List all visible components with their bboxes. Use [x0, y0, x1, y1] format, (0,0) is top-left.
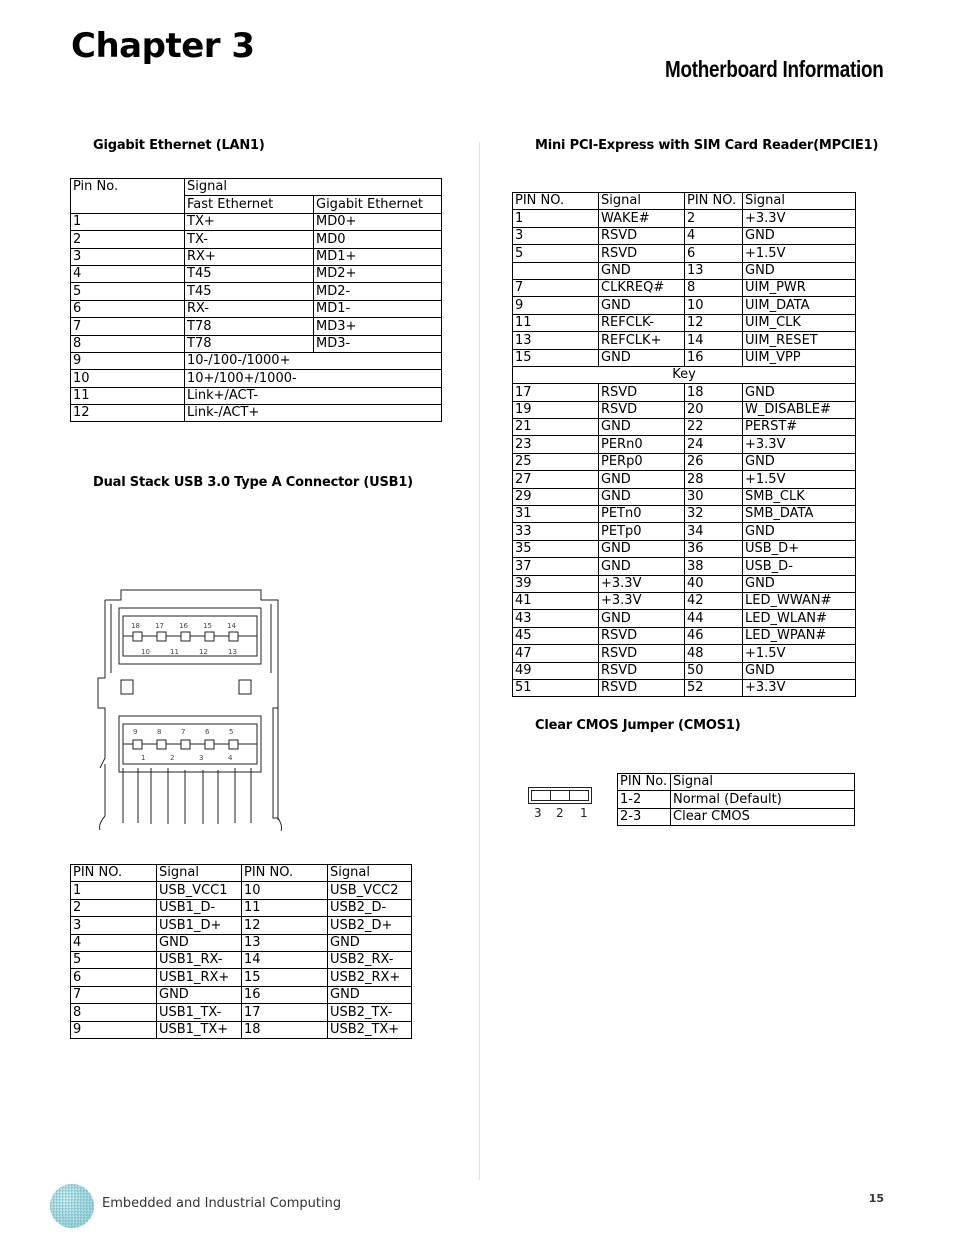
pin-cell: 9: [513, 297, 599, 314]
pin-cell: 52: [685, 679, 743, 696]
usb-pin-number: 8: [157, 728, 162, 736]
signal-cell: GND: [743, 384, 856, 401]
usb-pin-number: 15: [203, 622, 212, 630]
signal-cell: GND: [599, 262, 685, 279]
signal-cell: UIM_RESET: [743, 332, 856, 349]
table-row: [513, 679, 856, 696]
lan-header-giga: Gigabit Ethernet: [314, 196, 442, 213]
pin-cell: 3: [71, 248, 185, 265]
table-row: [71, 1004, 412, 1021]
signal-cell: PERp0: [599, 453, 685, 470]
table-row: [71, 934, 412, 951]
signal-cell: USB2_RX+: [328, 969, 412, 986]
pin-cell: 13: [513, 332, 599, 349]
gigabit-ethernet-cell: MD2-: [314, 283, 442, 300]
table-row: [71, 352, 442, 369]
footer-text: Embedded and Industrial Computing: [102, 1196, 342, 1211]
table-row: [71, 882, 412, 899]
pin-cell: 22: [685, 419, 743, 436]
pin-cell: 36: [685, 540, 743, 557]
pin-cell: 11: [71, 387, 185, 404]
pin-cell: 2: [71, 899, 157, 916]
table-row: [71, 213, 442, 230]
pin-cell: 9: [71, 1021, 157, 1038]
gigabit-ethernet-cell: MD0+: [314, 213, 442, 230]
usb-pin-number: 14: [227, 622, 236, 630]
signal-cell: +3.3V: [743, 436, 856, 453]
usb-header-cell: Signal: [157, 865, 242, 882]
signal-cell: REFCLK+: [599, 332, 685, 349]
table-row: [71, 917, 412, 934]
pin-cell: 41: [513, 592, 599, 609]
mpcie-header-cell: PIN NO.: [685, 193, 743, 210]
signal-cell: PERST#: [743, 419, 856, 436]
pin-cell: 35: [513, 540, 599, 557]
usb-pin-number: 1: [141, 754, 146, 762]
pin-cell: 8: [71, 1004, 157, 1021]
pin-cell: 29: [513, 488, 599, 505]
usb-pin-number: 9: [133, 728, 138, 736]
signal-cell: USB1_D+: [157, 917, 242, 934]
table-row: [71, 1021, 412, 1038]
table-row: [71, 370, 442, 387]
chapter-title: Chapter 3: [71, 26, 255, 66]
table-row: [71, 179, 442, 196]
signal-cell: +1.5V: [743, 245, 856, 262]
signal-cell: USB2_TX+: [328, 1021, 412, 1038]
pin-cell: 16: [242, 986, 328, 1003]
pin-cell: 24: [685, 436, 743, 453]
table-row: [513, 366, 856, 383]
pin-cell: 39: [513, 575, 599, 592]
table-row: [618, 774, 855, 791]
usb-pin-number: 18: [131, 622, 140, 630]
pin-cell: 14: [242, 951, 328, 968]
column-divider: [479, 142, 480, 1180]
table-row: [513, 332, 856, 349]
signal-cell: CLKREQ#: [599, 279, 685, 296]
pin-cell: 2: [71, 231, 185, 248]
mpcie-title: Mini PCI-Express with SIM Card Reader(MPCIE1): [535, 138, 879, 153]
pin-cell: 1: [71, 213, 185, 230]
pin-cell: 1: [71, 882, 157, 899]
pin-cell: 17: [513, 384, 599, 401]
table-row: [71, 231, 442, 248]
signal-cell: USB2_D+: [328, 917, 412, 934]
usb-contact: [205, 740, 214, 749]
usb-pin-number: 11: [170, 648, 179, 656]
pin-cell: 4: [685, 227, 743, 244]
signal-cell: USB2_D-: [328, 899, 412, 916]
cmos-header-cell: PIN No.: [618, 774, 671, 791]
pin-cell: 38: [685, 558, 743, 575]
signal-cell: LED_WPAN#: [743, 627, 856, 644]
signal-cell: +3.3V: [599, 592, 685, 609]
usb-contact: [181, 632, 190, 641]
table-row: [513, 575, 856, 592]
signal-cell: PERn0: [599, 436, 685, 453]
table-row: [513, 193, 856, 210]
table-row: [71, 986, 412, 1003]
signal-cell: USB_VCC2: [328, 882, 412, 899]
pin-cell: 34: [685, 523, 743, 540]
table-row: [513, 436, 856, 453]
table-row: [513, 471, 856, 488]
pin-cell: 13: [685, 262, 743, 279]
pin-cell: 5: [513, 245, 599, 262]
signal-cell: RSVD: [599, 627, 685, 644]
table-row: [71, 865, 412, 882]
mpcie-header-cell: Signal: [743, 193, 856, 210]
table-row: [71, 300, 442, 317]
usb-header-cell: PIN NO.: [242, 865, 328, 882]
table-row: [513, 384, 856, 401]
signal-cell: GND: [743, 227, 856, 244]
pin-cell: 5: [71, 951, 157, 968]
fast-ethernet-cell: T78: [185, 318, 314, 335]
pin-cell: 15: [242, 969, 328, 986]
pin-cell: 47: [513, 645, 599, 662]
pin-cell: 40: [685, 575, 743, 592]
section-subtitle: Motherboard Information: [665, 56, 884, 82]
pin-cell: 14: [685, 332, 743, 349]
gigabit-ethernet-cell: MD3-: [314, 335, 442, 352]
fast-ethernet-cell: RX+: [185, 248, 314, 265]
signal-cell: GND: [743, 575, 856, 592]
table-row: [513, 401, 856, 418]
jumper-label: 1: [580, 806, 588, 820]
signal-cell: UIM_PWR: [743, 279, 856, 296]
table-row: [71, 318, 442, 335]
pin-cell: 11: [513, 314, 599, 331]
pin-cell: 28: [685, 471, 743, 488]
pin-cell: 31: [513, 506, 599, 523]
signal-cell: UIM_VPP: [743, 349, 856, 366]
fast-ethernet-cell: T78: [185, 335, 314, 352]
pin-cell: 8: [71, 335, 185, 352]
pin-cell: 8: [685, 279, 743, 296]
usb-contact: [229, 632, 238, 641]
signal-cell: RSVD: [599, 245, 685, 262]
pin-cell: 7: [71, 318, 185, 335]
fast-ethernet-cell: TX-: [185, 231, 314, 248]
pin-cell: 48: [685, 645, 743, 662]
pin-cell: 12: [242, 917, 328, 934]
table-row: [513, 558, 856, 575]
signal-cell: GND: [743, 523, 856, 540]
usb-contact: [133, 632, 142, 641]
signal-cell: GND: [743, 262, 856, 279]
pin-cell: 51: [513, 679, 599, 696]
page-number: 15: [868, 1192, 884, 1205]
signal-cell: RSVD: [599, 401, 685, 418]
signal-cell: +3.3V: [743, 679, 856, 696]
signal-cell: UIM_DATA: [743, 297, 856, 314]
signal-cell: GND: [328, 934, 412, 951]
fast-ethernet-cell: T45: [185, 265, 314, 282]
usb-connector-drawing: [93, 588, 288, 834]
pin-cell: 6: [685, 245, 743, 262]
usb-contact: [133, 740, 142, 749]
signal-cell: Link-/ACT+: [185, 405, 442, 422]
pin-cell: 23: [513, 436, 599, 453]
signal-cell: RSVD: [599, 662, 685, 679]
pin-cell: 2-3: [618, 808, 671, 825]
pin-cell: 6: [71, 969, 157, 986]
usb-title: Dual Stack USB 3.0 Type A Connector (USB1): [93, 475, 413, 490]
signal-cell: PETp0: [599, 523, 685, 540]
pin-cell: 16: [685, 349, 743, 366]
signal-cell: GND: [599, 349, 685, 366]
signal-cell: W_DISABLE#: [743, 401, 856, 418]
fast-ethernet-cell: RX-: [185, 300, 314, 317]
signal-cell: SMB_DATA: [743, 506, 856, 523]
table-row: [513, 488, 856, 505]
signal-cell: USB1_TX-: [157, 1004, 242, 1021]
signal-cell: GND: [599, 488, 685, 505]
pin-cell: 33: [513, 523, 599, 540]
table-row: [513, 645, 856, 662]
pin-cell: 45: [513, 627, 599, 644]
pin-cell: 9: [71, 352, 185, 369]
signal-cell: GND: [157, 934, 242, 951]
table-row: [513, 610, 856, 627]
fast-ethernet-cell: T45: [185, 283, 314, 300]
table-row: [71, 283, 442, 300]
signal-cell: USB2_TX-: [328, 1004, 412, 1021]
usb-pin-number: 12: [199, 648, 208, 656]
signal-cell: USB_VCC1: [157, 882, 242, 899]
key-cell: Key: [513, 366, 856, 383]
table-row: [71, 387, 442, 404]
cmos-table: [617, 773, 855, 826]
gigabit-ethernet-cell: MD1-: [314, 300, 442, 317]
table-row: [618, 791, 855, 808]
pin-cell: 44: [685, 610, 743, 627]
signal-cell: LED_WWAN#: [743, 592, 856, 609]
pin-cell: 32: [685, 506, 743, 523]
table-row: [71, 265, 442, 282]
signal-cell: USB_D-: [743, 558, 856, 575]
signal-cell: LED_WLAN#: [743, 610, 856, 627]
cmos-title: Clear CMOS Jumper (CMOS1): [535, 718, 741, 733]
pin-cell: 50: [685, 662, 743, 679]
usb-pin-number: 7: [181, 728, 186, 736]
signal-cell: 10+/100+/1000-: [185, 370, 442, 387]
usb-contact: [181, 740, 190, 749]
signal-cell: GND: [599, 297, 685, 314]
usb-table: [70, 864, 412, 1039]
mpcie-header-cell: PIN NO.: [513, 193, 599, 210]
jumper-label: 2: [556, 806, 564, 820]
pin-cell: 17: [242, 1004, 328, 1021]
usb-pin-number: 10: [141, 648, 150, 656]
table-row: [513, 540, 856, 557]
pin-cell: 15: [513, 349, 599, 366]
signal-cell: REFCLK-: [599, 314, 685, 331]
pin-cell: 6: [71, 300, 185, 317]
signal-cell: Link+/ACT-: [185, 387, 442, 404]
usb-contact: [157, 632, 166, 641]
signal-cell: USB1_RX-: [157, 951, 242, 968]
table-row: [71, 951, 412, 968]
lan-title: Gigabit Ethernet (LAN1): [93, 138, 265, 153]
cmos-jumper-drawing: [528, 786, 592, 822]
signal-cell: USB2_RX-: [328, 951, 412, 968]
fast-ethernet-cell: TX+: [185, 213, 314, 230]
signal-cell: 10-/100-/1000+: [185, 352, 442, 369]
pin-cell: 18: [685, 384, 743, 401]
pin-cell: 21: [513, 419, 599, 436]
usb-contact: [205, 632, 214, 641]
mpcie-table: [512, 192, 856, 697]
signal-cell: +3.3V: [743, 210, 856, 227]
signal-cell: GND: [157, 986, 242, 1003]
mpcie-header-cell: Signal: [599, 193, 685, 210]
pin-cell: 3: [71, 917, 157, 934]
table-row: [513, 314, 856, 331]
pin-cell: 37: [513, 558, 599, 575]
lan-header-pin: Pin No.: [71, 179, 185, 214]
pin-cell: 25: [513, 453, 599, 470]
table-row: [513, 419, 856, 436]
usb-pin-number: 5: [229, 728, 234, 736]
table-row: [513, 279, 856, 296]
jumper-label: 3: [534, 806, 542, 820]
pin-cell: 43: [513, 610, 599, 627]
pin-cell: 12: [685, 314, 743, 331]
signal-cell: GND: [599, 540, 685, 557]
usb-pin-number: 2: [170, 754, 175, 762]
usb-header-cell: PIN NO.: [71, 865, 157, 882]
signal-cell: RSVD: [599, 384, 685, 401]
pin-cell: 10: [71, 370, 185, 387]
table-row: [513, 297, 856, 314]
usb-pin-number: 13: [228, 648, 237, 656]
table-row: [513, 506, 856, 523]
gigabit-ethernet-cell: MD1+: [314, 248, 442, 265]
pin-cell: 42: [685, 592, 743, 609]
table-row: [513, 592, 856, 609]
table-row: [71, 405, 442, 422]
table-row: [513, 627, 856, 644]
pin-cell: 20: [685, 401, 743, 418]
pin-cell: 2: [685, 210, 743, 227]
signal-cell: GND: [328, 986, 412, 1003]
lan-table: [70, 178, 442, 422]
pin-cell: 10: [685, 297, 743, 314]
signal-cell: UIM_CLK: [743, 314, 856, 331]
pin-cell: 12: [71, 405, 185, 422]
gigabit-ethernet-cell: MD0: [314, 231, 442, 248]
signal-cell: PETn0: [599, 506, 685, 523]
pin-cell: 4: [71, 265, 185, 282]
pin-cell: 1-2: [618, 791, 671, 808]
table-row: [513, 349, 856, 366]
pin-cell: 7: [513, 279, 599, 296]
signal-cell: USB1_RX+: [157, 969, 242, 986]
table-row: [71, 899, 412, 916]
table-row: [513, 453, 856, 470]
pin-cell: 26: [685, 453, 743, 470]
table-row: [513, 227, 856, 244]
signal-cell: USB1_TX+: [157, 1021, 242, 1038]
pin-cell: 30: [685, 488, 743, 505]
pin-cell: 27: [513, 471, 599, 488]
usb-pin-number: 4: [228, 754, 233, 762]
pin-cell: 3: [513, 227, 599, 244]
signal-cell: +1.5V: [743, 645, 856, 662]
usb-header-cell: Signal: [328, 865, 412, 882]
signal-cell: USB_D+: [743, 540, 856, 557]
table-row: [513, 523, 856, 540]
signal-cell: GND: [599, 419, 685, 436]
signal-cell: Clear CMOS: [671, 808, 855, 825]
pin-cell: 5: [71, 283, 185, 300]
pin-cell: 49: [513, 662, 599, 679]
lan-header-signal: Signal: [185, 179, 442, 196]
pin-cell: 46: [685, 627, 743, 644]
signal-cell: GND: [599, 610, 685, 627]
usb-pin-number: 17: [155, 622, 164, 630]
signal-cell: USB1_D-: [157, 899, 242, 916]
pin-cell: 18: [242, 1021, 328, 1038]
signal-cell: GND: [743, 662, 856, 679]
signal-cell: +3.3V: [599, 575, 685, 592]
gigabit-ethernet-cell: MD3+: [314, 318, 442, 335]
table-row: [618, 808, 855, 825]
gigabit-ethernet-cell: MD2+: [314, 265, 442, 282]
signal-cell: RSVD: [599, 227, 685, 244]
pin-cell: 10: [242, 882, 328, 899]
table-row: [513, 245, 856, 262]
table-row: [71, 969, 412, 986]
signal-cell: GND: [599, 471, 685, 488]
pin-cell: 19: [513, 401, 599, 418]
usb-pin-number: 16: [179, 622, 188, 630]
usb-pin-number: 6: [205, 728, 210, 736]
pin-cell: 7: [71, 986, 157, 1003]
table-row: [513, 210, 856, 227]
signal-cell: GND: [599, 558, 685, 575]
table-row: [513, 662, 856, 679]
company-logo-icon: [49, 1183, 95, 1229]
signal-cell: Normal (Default): [671, 791, 855, 808]
table-row: [513, 262, 856, 279]
pin-cell: [513, 262, 599, 279]
lan-header-fast: Fast Ethernet: [185, 196, 314, 213]
signal-cell: SMB_CLK: [743, 488, 856, 505]
pin-cell: 1: [513, 210, 599, 227]
table-row: [71, 335, 442, 352]
pin-cell: 13: [242, 934, 328, 951]
pin-cell: 4: [71, 934, 157, 951]
usb-contact: [157, 740, 166, 749]
cmos-header-cell: Signal: [671, 774, 855, 791]
signal-cell: +1.5V: [743, 471, 856, 488]
pin-cell: 11: [242, 899, 328, 916]
table-row: [71, 248, 442, 265]
usb-contact: [229, 740, 238, 749]
signal-cell: WAKE#: [599, 210, 685, 227]
signal-cell: RSVD: [599, 679, 685, 696]
usb-pin-number: 3: [199, 754, 204, 762]
signal-cell: RSVD: [599, 645, 685, 662]
signal-cell: GND: [743, 453, 856, 470]
